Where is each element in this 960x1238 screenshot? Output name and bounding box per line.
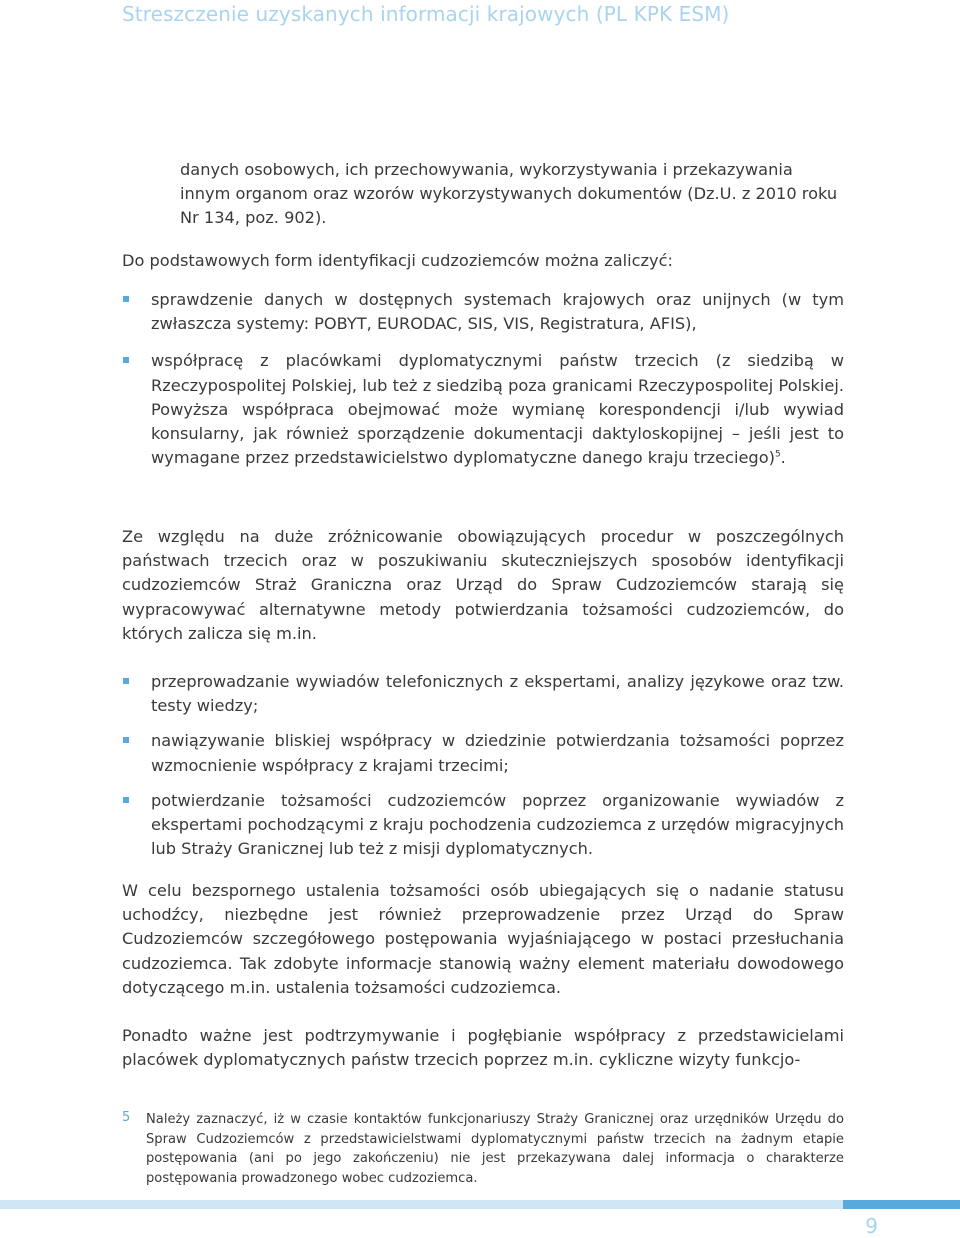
alternative-methods-list: [122, 670, 844, 861]
footnote-number: 5: [122, 1110, 131, 1125]
continued-paragraph: danych osobowych, ich przechowywania, wykorzystywania i przekazywania innym organom oraz wzorów wykorzystywanych dokumentów (Dz.U. z 2010 roku Nr 134, poz. 902).: [180, 160, 838, 228]
list-item: [122, 288, 844, 336]
list-item: [122, 349, 844, 470]
list-item-trailing: .: [780, 448, 786, 468]
square-bullet-icon: [123, 296, 129, 302]
footnote: [122, 1110, 844, 1188]
list-item: [122, 789, 844, 862]
footer-bar-accent: [843, 1200, 960, 1209]
footnote-text: Należy zaznaczyć, iż w czasie kontaktów funkcjonariuszy Straży Granicznej oraz urzędników Urzędu do Spraw Cudzoziemców z przedstawicielstwami dyplomatycznymi państw trzecich na żadnym etapie postępowania (ani po jego zakończeniu) nie jest przekazywana dalej informacja o charakterze postępowania prowadzonego wobec cudzoziemca.: [146, 1112, 844, 1186]
square-bullet-icon: [123, 678, 129, 684]
list-item: [122, 729, 844, 777]
alternative-methods-paragraph: Ze względu na duże zróżnicowanie obowiązujących procedur w poszczególnych państwach trzecich oraz w poszukiwaniu skuteczniejszych sposobów identyfikacji cudzoziemców Straż Graniczna oraz Urząd do Spraw Cudzoziemców starają się wypracowywać alternatywne metody potwierdzania tożsamości cudzoziemców, do których zalicza się m.in.: [122, 527, 844, 643]
list-item-text: nawiązywanie bliskiej współpracy w dziedzinie potwierdzania tożsamości poprzez wzmocnienie współpracy z krajami trzecimi;: [151, 731, 844, 775]
running-header-title: Streszczenie uzyskanych informacji krajowych (PL KPK ESM): [122, 2, 730, 26]
footnote-reference: 5: [774, 449, 781, 460]
list-item-text: przeprowadzanie wywiadów telefonicznych z ekspertami, analizy językowe oraz tzw. testy wiedzy;: [151, 672, 844, 716]
footer-bar-light: [0, 1200, 843, 1209]
list-item: [122, 670, 844, 718]
square-bullet-icon: [123, 737, 129, 743]
square-bullet-icon: [123, 797, 129, 803]
list-item-text: sprawdzenie danych w dostępnych systemach krajowych oraz unijnych (w tym zwłaszcza systemy: POBYT, EURODAC, SIS, VIS, Registratura, AFIS),: [151, 290, 844, 334]
square-bullet-icon: [123, 357, 129, 363]
page-number: 9: [865, 1214, 878, 1238]
cooperation-paragraph: Ponadto ważne jest podtrzymywanie i pogłębianie współpracy z przedstawicielami placówek dyplomatycznych państw trzecich poprzez m.in. cykliczne wizyty funkcjo-: [122, 1026, 844, 1070]
refugee-status-paragraph: W celu bezspornego ustalenia tożsamości osób ubiegających się o nadanie statusu uchodźcy, niezbędne jest również przeprowadzenie przez Urząd do Spraw Cudzoziemców szczegółowego postępowania wyjaśniającego w postaci przesłuchania cudzoziemca. Tak zdobyte informacje stanowią ważny element materiału dowodowego dotyczącego m.in. ustalenia tożsamości cudzoziemca.: [122, 881, 844, 997]
intro-paragraph: Do podstawowych form identyfikacji cudzoziemców można zaliczyć:: [122, 251, 673, 270]
list-item-text: współpracę z placówkami dyplomatycznymi państw trzecich (z siedzibą w Rzeczypospolitej Polskiej, lub też z siedzibą poza granicami Rzeczypospolitej Polskiej. Powyższa współpraca obejmować może wymianę korespondencji i/lub wywiad konsularny, jak również sporządzenie dokumentacji daktyloskopijnej – jeśli jest to wymagane przez przedstawicielstwo dyplomatyczne danego kraju trzeciego): [151, 351, 844, 468]
list-item-text: potwierdzanie tożsamości cudzoziemców poprzez organizowanie wywiadów z ekspertami pochodzącymi z kraju pochodzenia cudzoziemca z urzędów migracyjnych lub Straży Granicznej lub też z misji dyplomatycznych.: [151, 790, 844, 859]
identification-forms-list: [122, 288, 844, 470]
